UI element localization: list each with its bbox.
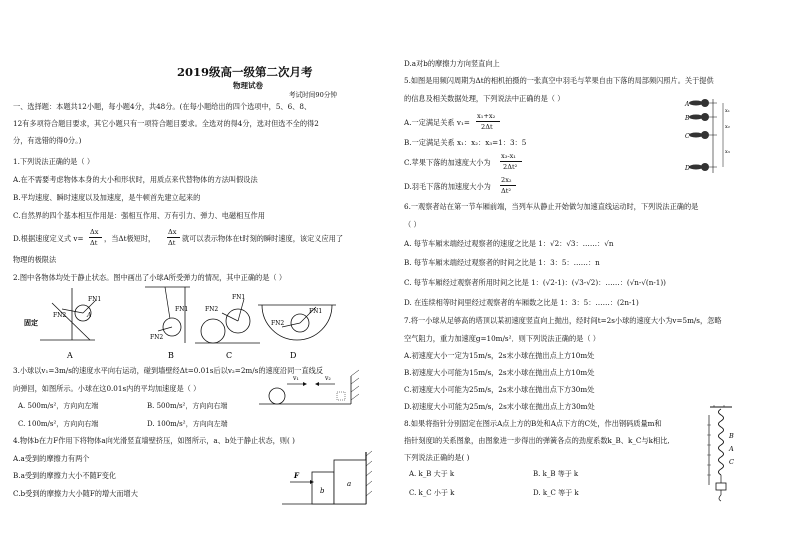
q5-fig-c: C xyxy=(685,133,690,140)
q5-a-bar xyxy=(476,121,500,122)
q2-c-fn1-label: FN1 xyxy=(232,294,246,301)
q8-option-b: B. k_B 等于 k xyxy=(533,470,579,478)
q5-c-denominator: 2Δt² xyxy=(503,163,518,171)
feather-icon xyxy=(689,165,703,170)
q6-line2: （ ） xyxy=(404,220,421,229)
q5-line1: 5.如图是用频闪周期为Δt的相机拍摄的一张真空中羽毛与苹果自由下落的局部频闪照片。关于提供 xyxy=(404,76,714,85)
page-subtitle: 物理试卷 xyxy=(233,81,263,90)
q8-fig-b: B xyxy=(729,432,734,440)
q2-a-fn2-label: FN2 xyxy=(53,312,67,319)
q5-option-d: D.羽毛下落的加速度大小为 xyxy=(404,182,491,191)
q8-fig-c: C xyxy=(729,458,734,466)
right-column xyxy=(397,0,794,560)
q7-option-c: C.初速度大小可能为25m/s，2s末小球在抛出点下方30m处 xyxy=(404,385,595,394)
q5-line2: 的信息及相关数据处理，下列说法中正确的是（ ） xyxy=(404,94,565,103)
q5-fig-d: D xyxy=(685,165,690,172)
q1-option-d-part1: D.根据速度定义式 v= xyxy=(13,234,84,243)
q8-fig-a: A xyxy=(729,445,734,453)
q5-d-numerator: 2x₂ xyxy=(501,176,512,184)
q5-fig-b: B xyxy=(685,115,690,122)
q4-figure xyxy=(282,448,372,508)
q2-label-b: B xyxy=(168,351,174,360)
q2-figure-c xyxy=(195,294,260,360)
q3-option-a: A. 500m/s²，方向向左端 xyxy=(18,402,99,410)
q3-option-c: C. 100m/s²，方向向右端 xyxy=(18,420,99,428)
q2-label-a: A xyxy=(67,351,73,360)
q7-line1: 7.将一小球从足够高的塔顶以某初速度竖直向上抛出，经时间t=2s小球的速度大小为v=5m/s，忽略 xyxy=(404,316,722,325)
section-intro-line3: 分，有选错的得0分。) xyxy=(13,136,82,145)
q5-fig-a: A xyxy=(685,101,690,108)
q5-x2: x₂ xyxy=(725,124,730,130)
q4-option-c: C.b受到的摩擦力大小随F的增大而增大 xyxy=(13,489,138,498)
q6-line1: 6.一观察者站在第一节车厢前端，当列车从静止开始做匀加速直线运动时，下列说法正确的是 xyxy=(404,202,699,211)
q3-line1: 3.小球以v₁=3m/s的速度水平向右运动，碰到墙壁经Δt=0.01s后以v₂=2m/s的速度沿同一直线反 xyxy=(13,366,324,375)
q1-fraction-bar xyxy=(89,237,102,238)
apple-icon xyxy=(701,163,709,171)
q3-option-d: D. 100m/s²，方向向左端 xyxy=(147,420,228,428)
q1-option-a: A.在不需要考虑物体本身的大小和形状时，用质点来代替物体的方法叫假设法 xyxy=(13,175,258,184)
q5-c-numerator: x₃-x₁ xyxy=(501,152,516,160)
q5-option-a: A.一定满足关系 v₁= xyxy=(404,118,470,127)
q5-x1: x₁ xyxy=(725,108,730,114)
q7-option-a: A.初速度大小一定为15m/s，2s末小球在抛出点上方10m处 xyxy=(404,351,595,360)
q5-a-numerator: x₁+x₂ xyxy=(477,112,496,120)
section-intro-line1: 一、选择题：本题共12小题，每小题4分，共48分。(在每小题给出的四个选项中，5、6、8、 xyxy=(13,102,312,111)
q4-a-label: a xyxy=(347,480,352,488)
q8-option-c: C. k_C 小于 k xyxy=(409,489,455,497)
q5-d-denominator: Δt² xyxy=(501,187,512,195)
q1-stem: 1.下列说法正确的是（ ） xyxy=(13,157,95,166)
q1-fraction2-denominator: Δt xyxy=(168,239,176,247)
q2-d-fn2-label: FN2 xyxy=(271,320,285,327)
q6-option-a: A. 每节车厢末端经过观察者的速度之比是 1：√2：√3：……：√n xyxy=(404,239,614,248)
q4-option-b: B.a受到的摩擦力大小不随F变化 xyxy=(13,471,117,480)
q1-fraction-denominator: Δt xyxy=(90,239,98,247)
q2-stem: 2.图中各物体均处于静止状态。图中画出了小球A所受弹力的情况，其中正确的是（ ） xyxy=(13,273,287,282)
q1-option-d-part3: 就可以表示物体在t时刻的瞬时速度，该定义应用了 xyxy=(182,234,344,243)
q5-c-bar xyxy=(500,161,522,162)
feather-icon xyxy=(689,101,703,106)
q4-b-label: b xyxy=(320,487,325,495)
q4-stem: 4.物体b在力F作用下将物体a向光滑竖直墙壁挤压，如图所示，a、b处于静止状态，则( ) xyxy=(13,436,295,445)
q1-option-c: C.自然界的四个基本相互作用是：强相互作用、万有引力、弹力、电磁相互作用 xyxy=(13,211,265,220)
q3-line2: 向弹回，如图所示。小球在这0.01s内的平均加速度是（ ） xyxy=(13,384,201,393)
q4-option-d: D.a对b的摩擦力方向竖直向上 xyxy=(404,59,500,68)
q1-fraction-numerator: Δx xyxy=(90,228,99,236)
svg-text:A: A xyxy=(87,312,92,319)
q2-b-fn1-label: FN1 xyxy=(175,306,189,313)
q1-option-d-part2: ，当Δt极短时， xyxy=(104,234,156,243)
q7-option-b: B.初速度大小可能为15m/s，2s末小球在抛出点上方10m处 xyxy=(404,368,595,377)
q8-line1: 8.如果将指针分别固定在图示A点上方的B处和A点下方的C处，作出钢码质量m和 xyxy=(404,419,662,428)
apple-icon xyxy=(701,99,709,107)
q5-a-denominator: 2Δt xyxy=(481,123,493,131)
q3-v1-label: v₁ xyxy=(293,375,299,382)
q2-label-d: D xyxy=(290,351,297,360)
apple-icon xyxy=(701,131,709,139)
q8-option-a: A. k_B 大于 k xyxy=(409,470,455,478)
q5-option-c: C.苹果下落的加速度大小为 xyxy=(404,158,491,167)
q2-b-fn2-label: FN2 xyxy=(150,334,164,341)
q1-fraction2-bar xyxy=(167,237,180,238)
q8-spring-figure xyxy=(702,405,762,505)
q8-line2: 指针刻度l的关系图象，由图象进一步得出的弹簧各点的劲度系数k_B、k_C与k相比, xyxy=(404,436,670,445)
q1-fraction2-numerator: Δx xyxy=(168,228,177,236)
q5-x3: x₃ xyxy=(725,149,730,155)
q6-option-c: C. 每节车厢经过观察者所用时间之比是 1：(√2-1)：(√3-√2)：……：(√n-√(n-1)) xyxy=(404,278,666,287)
q1-option-b: B.平均速度、瞬时速度以及加速度，是牛顿首先建立起来的 xyxy=(13,193,201,202)
q4-option-a: A.a受到的摩擦力有两个 xyxy=(13,454,90,463)
q3-figure xyxy=(255,370,365,410)
q6-option-d: D. 在连续相等时间里经过观察者的车厢数之比是 1：3：5：……：(2n-1) xyxy=(404,298,639,307)
q3-option-b: B. 500m/s²，方向向右端 xyxy=(147,402,228,410)
q2-d-fn1-label: FN1 xyxy=(309,308,323,315)
q2-figure-b xyxy=(145,287,190,360)
q8-option-d: D. k_C 等于 k xyxy=(533,489,579,497)
page-title: 2019级高一级第二次月考 xyxy=(177,65,313,79)
q2-a-fn1-label: FN1 xyxy=(88,296,102,303)
q2-figure xyxy=(0,283,397,363)
q6-option-b: B. 每节车厢末端经过观察者的时间之比是 1：3：5：……：n xyxy=(404,258,600,267)
q2-figure-d xyxy=(258,305,336,360)
q2-fixed-label: 固定 xyxy=(24,318,38,327)
feather-icon xyxy=(689,133,703,138)
q3-v2-label: v₂ xyxy=(325,375,331,382)
q5-d-bar xyxy=(500,185,516,186)
apple-icon xyxy=(701,113,709,121)
q5-figure xyxy=(687,95,787,177)
section-intro-line2: 12有多项符合题目要求，其它小题只有一项符合题目要求。全选对的得4分，选对但选不全的得2 xyxy=(13,119,319,128)
exam-time: 考试时间90分钟 xyxy=(289,91,337,99)
q7-option-d: D.初速度大小可能为25m/s，2s末小球在抛出点上方30m处 xyxy=(404,402,595,411)
feather-icon xyxy=(689,115,703,120)
q1-option-d-part4: 物理的极限法 xyxy=(13,255,57,264)
q2-c-fn2-label: FN2 xyxy=(205,306,219,313)
q2-label-c: C xyxy=(226,351,233,360)
q8-line3: 下列说法正确的是( ) xyxy=(404,453,470,462)
q7-line2: 空气阻力，重力加速度g=10m/s²．则下列说法正确的是（ ） xyxy=(404,334,600,343)
q5-option-b: B.一定满足关系 x₁：x₂：x₃=1：3：5 xyxy=(404,138,527,147)
q4-force-label: F xyxy=(294,471,299,480)
q2-figure-a xyxy=(24,288,101,360)
